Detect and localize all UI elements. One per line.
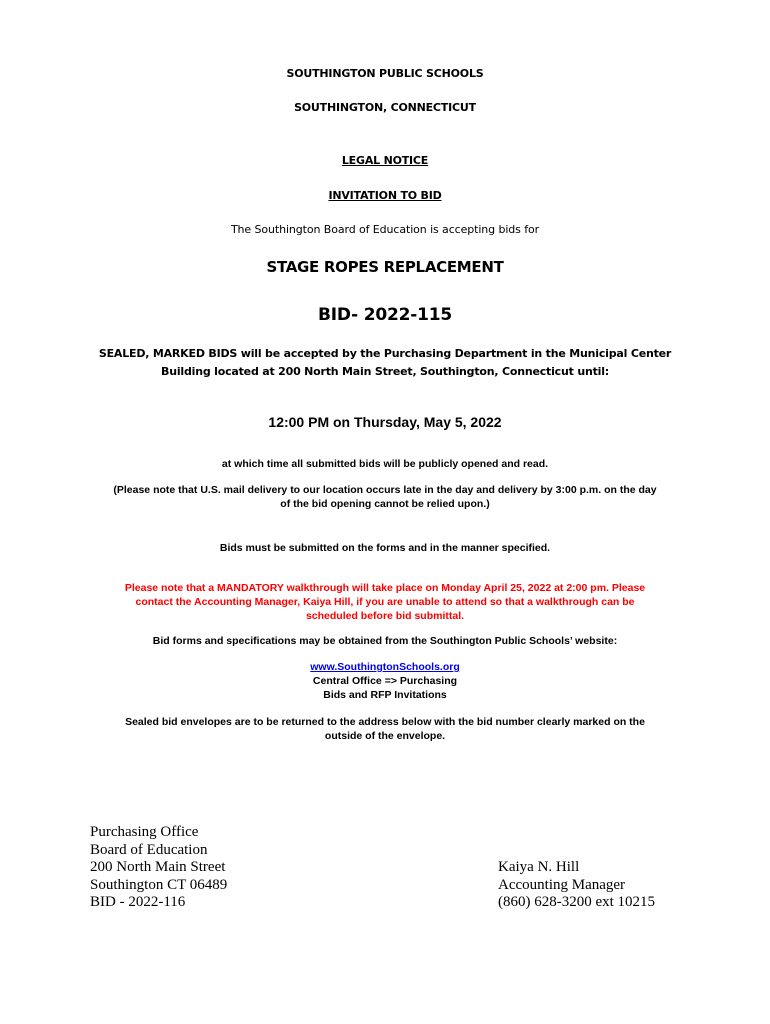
address-line-4: Southington CT 06489 xyxy=(90,876,228,893)
intro-text: The Southington Board of Education is accepting bids for xyxy=(230,223,540,236)
sealed-notice-line-1: SEALED, MARKED BIDS will be accepted by the Purchasing Department in the Municipal Center xyxy=(98,347,672,360)
bid-number: BID- 2022-115 xyxy=(318,305,452,325)
website-link-row xyxy=(0,661,770,674)
deadline: 12:00 PM on Thursday, May 5, 2022 xyxy=(268,414,502,430)
website-link[interactable]: www.SouthingtonSchools.org xyxy=(310,661,460,673)
forms-note: Bids must be submitted on the forms and in the manner specified. xyxy=(219,542,551,554)
opening-note: at which time all submitted bids will be publicly opened and read. xyxy=(221,458,549,470)
address-block xyxy=(90,824,227,912)
contact-phone: (860) 628-3200 ext 10215 xyxy=(498,894,656,910)
contact-role: Accounting Manager xyxy=(498,876,626,893)
org-location: SOUTHINGTON, CONNECTICUT xyxy=(294,101,476,114)
envelope-note-line-2: outside of the envelope. xyxy=(324,730,446,742)
address-line-1: Purchasing Office xyxy=(90,824,199,840)
org-name: SOUTHINGTON PUBLIC SCHOOLS xyxy=(286,67,484,80)
envelope-note-line-1: Sealed bid envelopes are to be returned to the address below with the bid number clearly marked on the xyxy=(125,716,645,728)
website-path-1: Central Office => Purchasing xyxy=(312,675,458,687)
walkthrough-line-2: contact the Accounting Manager, Kaiya Hill, if you are unable to attend so that a walkthrough can be xyxy=(135,596,635,608)
specs-note: Bid forms and specifications may be obtained from the Southington Public Schools’ website: xyxy=(152,635,618,647)
contact-name: Kaiya N. Hill xyxy=(498,859,580,875)
bid-title: STAGE ROPES REPLACEMENT xyxy=(266,258,504,276)
walkthrough-line-3: scheduled before bid submittal. xyxy=(305,610,465,622)
walkthrough-line-1: Please note that a MANDATORY walkthrough will take place on Monday April 25, 2022 at 2:00 pm. Please xyxy=(124,582,646,594)
address-line-5: BID - 2022-116 xyxy=(90,894,186,910)
address-line-2: Board of Education xyxy=(90,841,208,858)
address-line-3: 200 North Main Street xyxy=(90,859,226,875)
legal-notice-heading: LEGAL NOTICE xyxy=(341,154,429,167)
invitation-heading: INVITATION TO BID xyxy=(328,189,442,202)
sealed-notice-line-2: Building located at 200 North Main Street, Southington, Connecticut until: xyxy=(161,365,609,378)
mail-note-line-2: of the bid opening cannot be relied upon.) xyxy=(280,498,490,510)
website-path-2: Bids and RFP Invitations xyxy=(323,689,447,701)
contact-block xyxy=(498,859,655,912)
mail-note-line-1: (Please note that U.S. mail delivery to our location occurs late in the day and delivery by 3:00 p.m. on the day xyxy=(113,484,657,496)
